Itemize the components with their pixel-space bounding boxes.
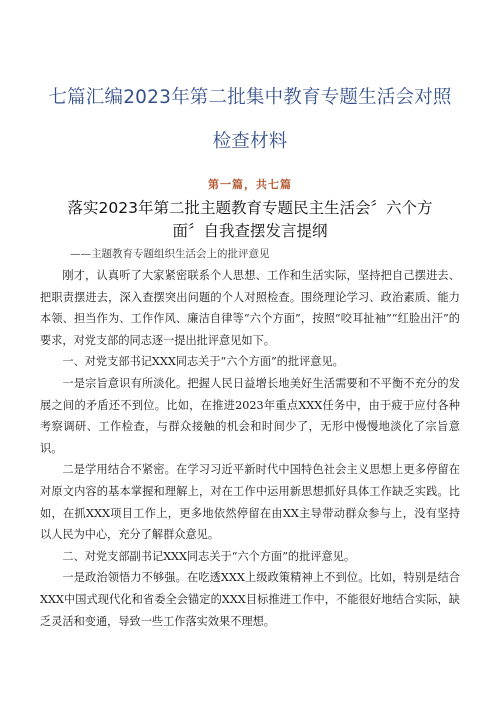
section-heading-deputy-secretary: 二、对党支部副书记XXX同志关于“六个方面”的批评意见。 — [62, 549, 356, 563]
subtitle-note: ——主题教育专题组织生活会上的批评意见 — [70, 248, 270, 260]
speech-outline-title: 落实2023年第二批主题教育专题民主生活会〞六个方面〞自我查摆发言提纲 — [67, 199, 433, 240]
paragraph-intro: 刚才，认真听了大家紧密联系个人思想、工作和生活实际，坚持把自己摆进去、把职责摆进去，深入查摆突出问题的个人对照检查。围绕理论学习、政治素质、能力本领、担当作为、工作作风、廉洁自律等“六个方面”，按照“咬耳扯袖”“红脸出汗”的要求，对党支部的同志逐一提出批评意见如下。 — [40, 269, 460, 347]
paragraph-study-application: 二是学用结合不紧密。在学习习近平新时代中国特色社会主义思想上更多停留在对原文内容的基本掌握和理解上，对在工作中运用新思想抓好具体工作缺乏实践。比如，在抓XXX项目工作上，更多地依然停留在由XX主导带动群众参与上，没有坚持以人民为中心，充分了解群众意见。 — [40, 463, 460, 542]
document-main-title: 七篇汇编2023年第二批集中教育专题生活会对照检查材料 — [48, 87, 452, 152]
document-body — [40, 265, 460, 632]
section-heading-secretary: 一、对党支部书记XXX同志关于“六个方面”的批评意见。 — [62, 355, 344, 369]
part-label: 第一篇，共七篇 — [208, 178, 292, 191]
paragraph-purpose-awareness: 一是宗旨意识有所淡化。把握人民日益增长地美好生活需要和不平衡不充分的发展之间的矛盾还不到位。比如，在推进2023年重点XXX任务中，由于疲于应付各种考察调研、工作检查，与群众接触的机会和时间少了，无形中慢慢地淡化了宗旨意识。 — [40, 376, 460, 455]
paragraph-political-comprehension: 一是政治领悟力不够强。在吃透XXX上级政策精神上不到位。比如，特别是结合XXX中国式现代化和省委全会锚定的XXX目标推进工作中，不能很好地结合实际，缺乏灵活和变通，导致一些工作落实效果不理想。 — [40, 571, 460, 628]
